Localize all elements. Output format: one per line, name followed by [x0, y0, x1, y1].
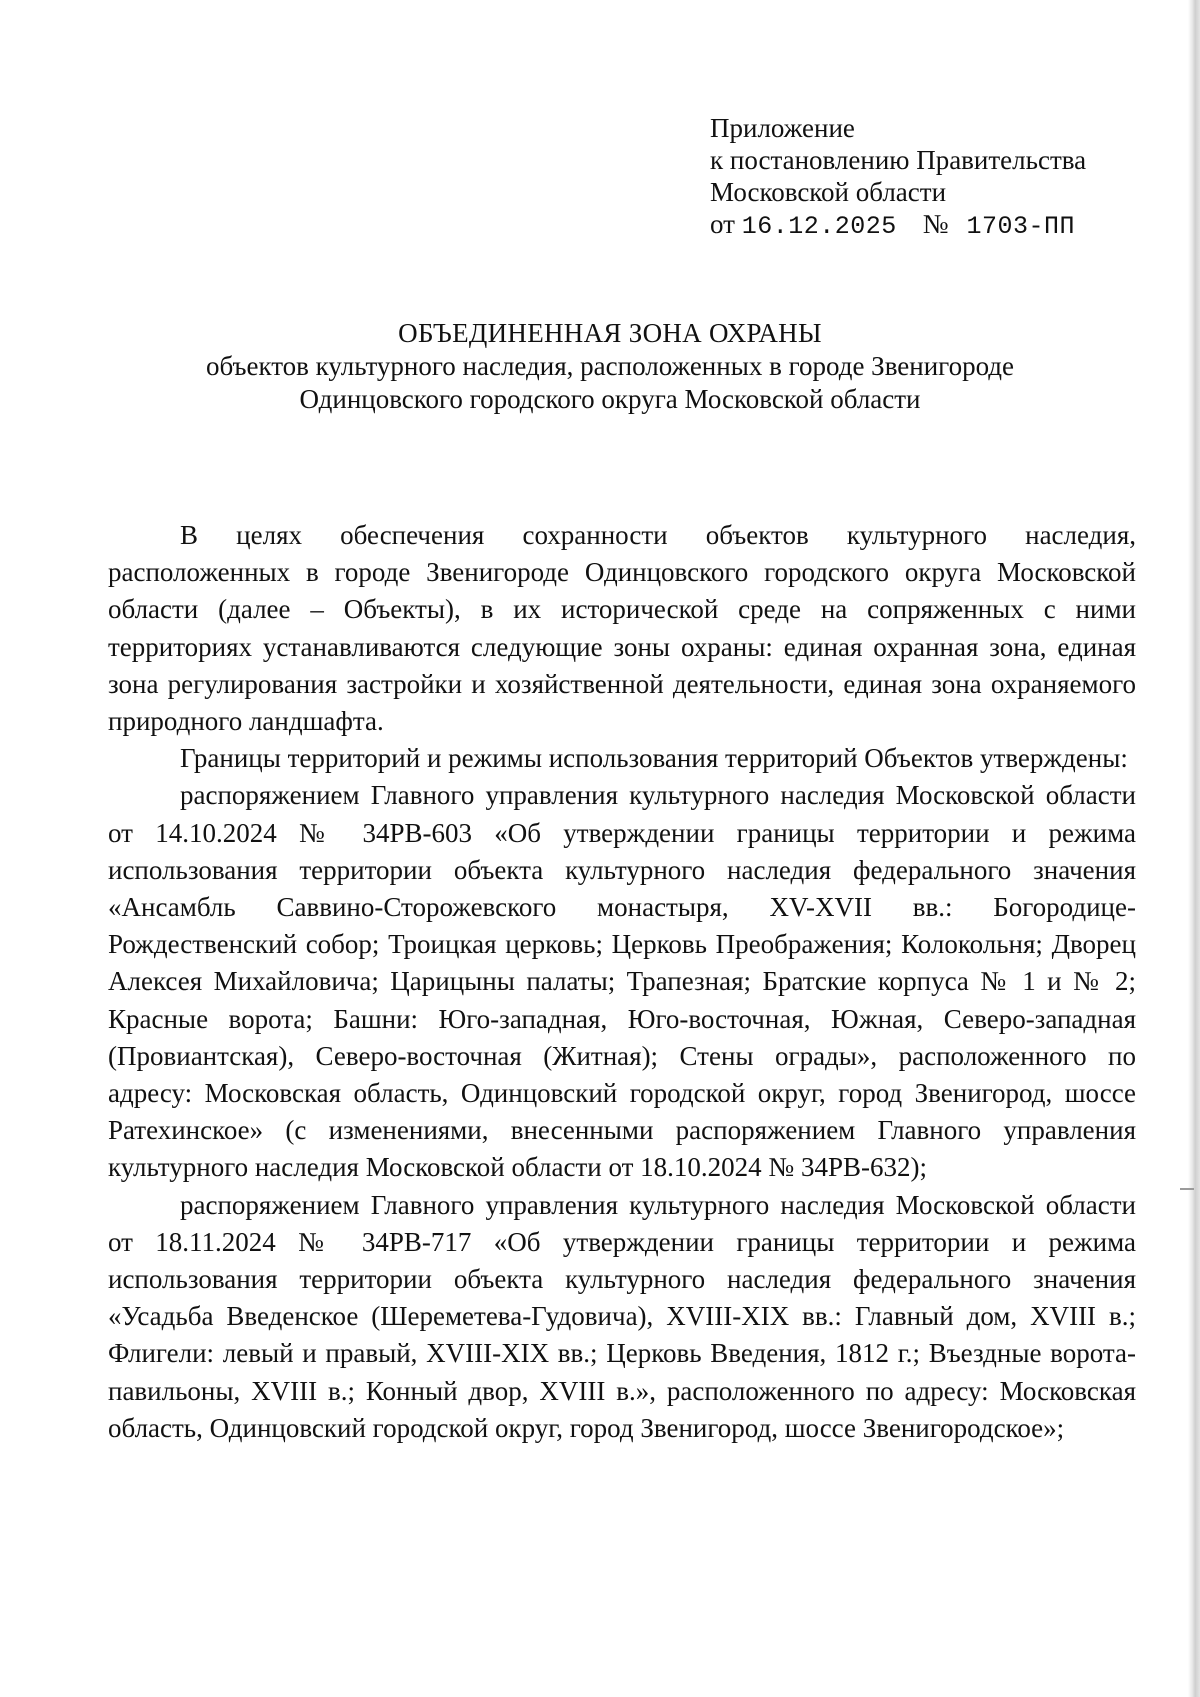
appendix-date-line — [710, 208, 1086, 243]
paragraph-purpose: В целях обеспечения сохранности объектов культурного наследия, расположенных в городе Звенигороде Одинцовского городского округа Московской области (далее – Объекты), в их исторической среде на сопряженных с ними территориях устанавливаются следующие зоны охраны: единая охранная зона, единая зона регулирования застройки и хозяйственной деятельности, единая зона охраняемого природного ландшафта. — [108, 520, 1136, 737]
resolution-date: 16.12.2025 — [741, 212, 897, 241]
title-subtitle-line-2: Одинцовского городского округа Московской области — [299, 384, 921, 414]
scan-edge-mark — [1180, 1188, 1194, 1190]
paragraph-order-estate: распоряжением Главного управления культурного наследия Московской области от 18.11.2024 № 34РВ-717 «Об утверждении границы территории и режима использования территории объекта культурного наследия федерального значения «Усадьба Введенское (Шереметева-Гудовича), XVIII-XIX вв.: Главный дом, XVIII в.; Флигели: левый и правый, XVIII-XIX вв.; Церковь Введения, 1812 г.; Въездные ворота-павильоны, XVIII в.; Конный двор, XVIII в.», расположенного по адресу: Московская область, Одинцовский городской округ, город Звенигород, шоссе Звенигородское»; — [108, 1189, 1136, 1443]
appendix-line-2: к постановлению Правительства — [710, 145, 1087, 175]
paragraph-order-monastery: распоряжением Главного управления культурного наследия Московской области от 14.10.2024 № 34РВ-603 «Об утверждении границы территории и режима использования территории объекта культурного наследия федерального значения «Ансамбль Саввино-Сторожевского монастыря, XV-XVII вв.: Богородице-Рождественский собор; Троицкая церковь; Церковь Преображения; Колокольня; Дворец Алексея Михайловича; Царицыны палаты; Трапезная; Братские корпуса № 1 и № 2; Красные ворота; Башни: Юго-западная, Юго-восточная, Южная, Северо-западная (Провиантская), Северо-восточная (Житная); Стены ограды», расположенного по адресу: Московская область, Одинцовский городской округ, город Звенигород, шоссе Ратехинское» (с изменениями, внесенными распоряжением Главного управления культурного наследия Московской области от 18.10.2024 № 34РВ-632); — [108, 780, 1136, 1183]
scan-edge-shadow — [1188, 0, 1200, 1697]
paragraph-boundaries: Границы территорий и режимы использования территорий Объектов утверждены: — [180, 743, 1128, 774]
document-title — [130, 316, 1090, 416]
date-prefix: от — [710, 209, 735, 239]
document-body — [108, 517, 1136, 1447]
title-main: ОБЪЕДИНЕННАЯ ЗОНА ОХРАНЫ — [398, 318, 822, 348]
appendix-header — [710, 112, 1086, 243]
appendix-line-3: Московской области — [710, 177, 947, 207]
title-subtitle-line-1: объектов культурного наследия, расположенных в городе Звенигороде — [205, 351, 1015, 381]
number-sign: № — [922, 209, 949, 239]
resolution-number: 1703-ПП — [966, 212, 1076, 241]
appendix-line-1: Приложение — [710, 113, 855, 143]
